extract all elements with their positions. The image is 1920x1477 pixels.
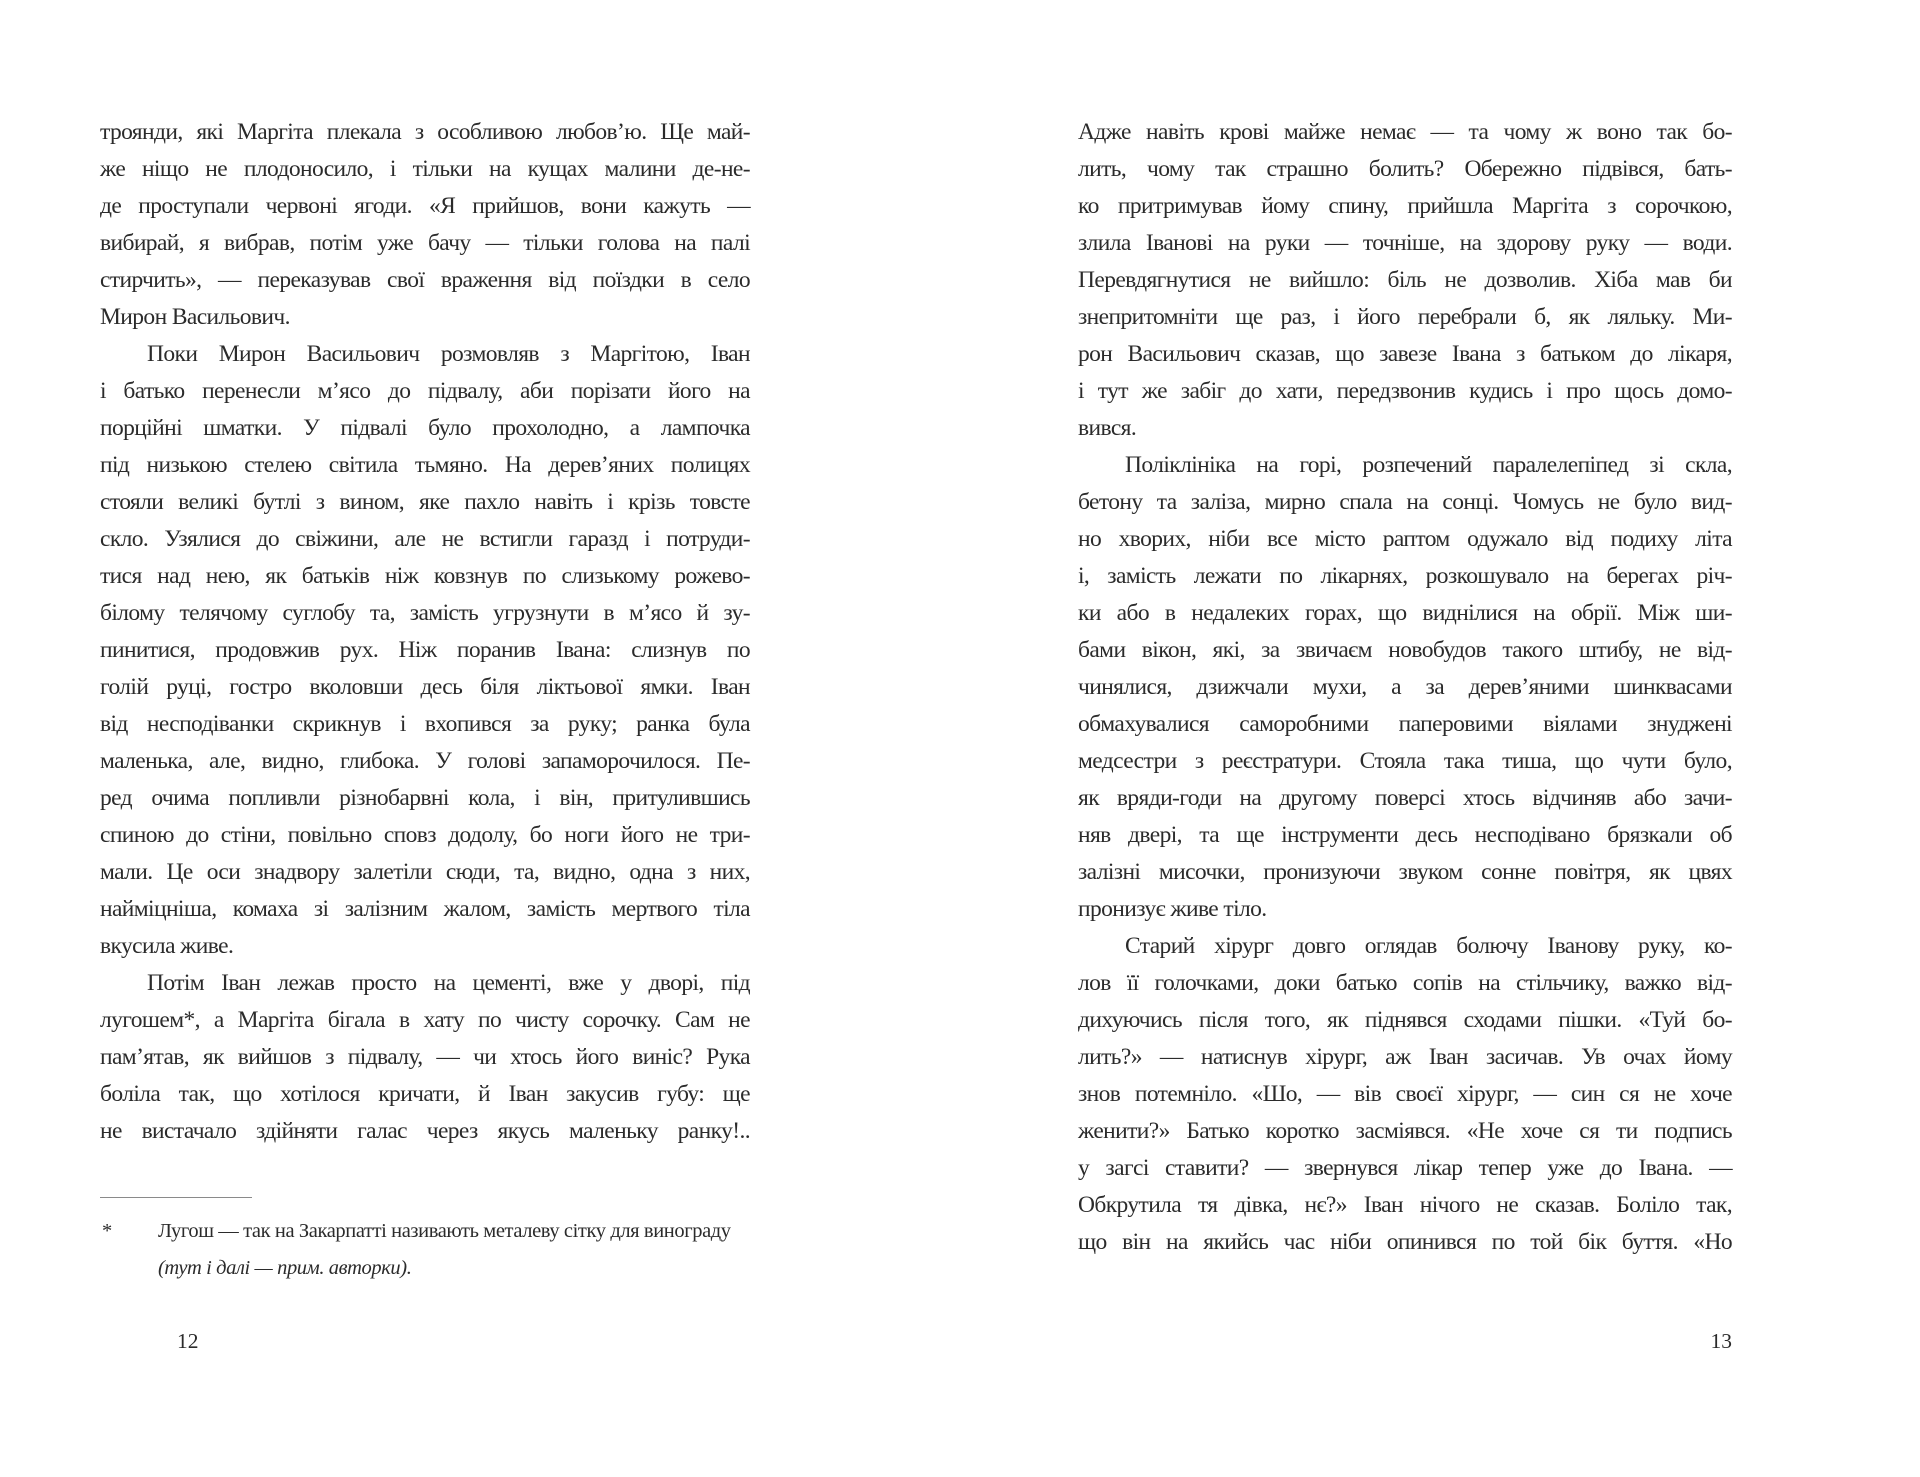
text-line: няв двері, та ще інструменти десь несподівано брязкали об (1078, 822, 1732, 848)
text-line: Поліклініка на горі, розпечений паралелепіпед зі скла, (1125, 452, 1732, 478)
text-line: залізні мисочки, пронизуючи звуком сонне повітря, як цвях (1078, 859, 1732, 885)
text-line: ко притримував йому спину, прийшла Маргіта з сорочкою, (1078, 193, 1732, 219)
text-line: Потім Іван лежав просто на цементі, вже у дворі, під (147, 970, 750, 996)
text-line: лить?» — натиснув хірург, аж Іван засичав. Ув очах йому (1078, 1044, 1732, 1070)
text-line: Мирон Васильович. (100, 304, 290, 330)
footnote (100, 1213, 750, 1287)
text-line: білому телячому суглобу та, замість угрузнути в м’ясо й зу- (100, 600, 750, 626)
text-line: знепритомніти ще раз, і його перебрали б, як ляльку. Ми- (1078, 304, 1732, 330)
text-line: тися над нею, як батьків ніж ковзнув по слизькому рожево- (100, 563, 750, 589)
footnote-line: Лугош — так на Закарпатті називають металеву сітку для винограду (158, 1220, 731, 1242)
text-line: найміцніша, комаха зі залізним жалом, замість мертвого тіла (100, 896, 750, 922)
text-line: спиною до стіни, повільно сповз додолу, бо ноги його не три- (100, 822, 750, 848)
text-line: ред очима попливли різнобарвні кола, і він, притулившись (100, 785, 750, 811)
text-line: обмахувалися саморобними паперовими віялами знуджені (1078, 711, 1732, 737)
text-line: Перевдягнутися не вийшло: біль не дозволив. Хіба мав би (1078, 267, 1732, 293)
footnote-line: (тут і далі — прим. авторки). (158, 1257, 412, 1279)
text-line: рон Васильович сказав, що завезе Івана з батьком до лікаря, (1078, 341, 1732, 367)
text-line: дихуючись після того, як піднявся сходами пішки. «Туй бо- (1078, 1007, 1732, 1033)
text-line: Старий хірург довго оглядав болючу Іванову руку, ко- (1125, 933, 1732, 959)
text-line: пинитися, продовжив рух. Ніж поранив Івана: слизнув по (100, 637, 750, 663)
text-line: лить, чому так страшно болить? Обережно підвівся, бать- (1078, 156, 1732, 182)
text-line: медсестри з реєстратури. Стояла така тиша, що чути було, (1078, 748, 1732, 774)
text-line: скло. Узялися до свіжини, але не встигли гаразд і потруди- (100, 526, 750, 552)
text-line: від несподіванки скрикнув і вхопився за руку; ранка була (100, 711, 750, 737)
page-left-body-text (100, 114, 750, 1150)
footnote-marker: * (102, 1220, 113, 1242)
text-line: но хворих, ніби все місто раптом одужало від подиху літа (1078, 526, 1732, 552)
page-number-right: 13 (1710, 1329, 1732, 1353)
text-line: вкусила живе. (100, 933, 234, 959)
text-line: маленька, але, видно, глибока. У голові запаморочилося. Пе- (100, 748, 750, 774)
text-line: ки або в недалеких горах, що виднілися на обрії. Між ши- (1078, 600, 1732, 626)
text-line: під низькою стелею світила тьмяно. На дерев’яних полицях (100, 452, 750, 478)
footnote-divider (100, 1197, 252, 1198)
text-line: вибирай, я вибрав, потім уже бачу — тільки голова на палі (100, 230, 750, 256)
text-line: Обкрутила тя дівка, нє?» Іван нічого не сказав. Боліло так, (1078, 1192, 1732, 1218)
text-line: не вистачало здійняти галас через якусь маленьку ранку!.. (100, 1118, 750, 1144)
text-line: женити?» Батько коротко засміявся. «Не хоче ся ти подпись (1078, 1118, 1732, 1144)
text-line: злила Іванові на руки — точніше, на здорову руку — води. (1078, 230, 1732, 256)
text-line: мали. Це оси знадвору залетіли сюди, та, видно, одна з них, (100, 859, 750, 885)
text-line: вився. (1078, 415, 1137, 441)
text-line: пронизує живе тіло. (1078, 896, 1267, 922)
text-line: знов потемніло. «Шо, — вів своєї хірург, — син ся не хоче (1078, 1081, 1732, 1107)
text-line: і тут же забіг до хати, передзвонив кудись і про щось домо- (1078, 378, 1732, 404)
text-line: чинялися, дзижчали мухи, а за дерев’яними шинквасами (1078, 674, 1732, 700)
text-line: троянди, які Маргіта плекала з особливою любов’ю. Ще май- (100, 119, 750, 145)
text-line: і батько перенесли м’ясо до підвалу, аби порізати його на (100, 378, 750, 404)
page-number-left: 12 (177, 1329, 199, 1353)
text-line: і, замість лежати по лікарнях, розкошувало на берегах річ- (1078, 563, 1732, 589)
text-line: як вряди-годи на другому поверсі хтось відчиняв або зачи- (1078, 785, 1732, 811)
page-right-body-text (1078, 114, 1732, 1261)
text-line: бами вікон, які, за звичаєм новобудов такого штибу, не від- (1078, 637, 1732, 663)
text-line: у загсі ставити? — звернувся лікар тепер уже до Івана. — (1078, 1155, 1732, 1181)
text-line: бетону та заліза, мирно спала на сонці. Чомусь не було вид- (1078, 489, 1732, 515)
text-line: Адже навіть крові майже немає — та чому ж воно так бо- (1078, 119, 1732, 145)
text-line: що він на якийсь час ніби опинився по той бік буття. «Но (1078, 1229, 1732, 1255)
text-line: де проступали червоні ягоди. «Я прийшов, вони кажуть — (100, 193, 750, 219)
text-line: Поки Мирон Васильович розмовляв з Маргітою, Іван (147, 341, 750, 367)
text-line: пам’ятав, як вийшов з підвалу, — чи хтось його виніс? Рука (100, 1044, 750, 1070)
text-line: голій руці, гостро вколовши десь біля ліктьової ямки. Іван (100, 674, 750, 700)
footnote-text (158, 1213, 750, 1287)
text-line: лов її голочками, доки батько сопів на стільчику, важко від- (1078, 970, 1732, 996)
text-line: боліла так, що хотілося кричати, й Іван закусив губу: ще (100, 1081, 750, 1107)
text-line: стояли великі бутлі з вином, яке пахло навіть і крізь товсте (100, 489, 750, 515)
text-line: стирчить», — переказував свої враження від поїздки в село (100, 267, 750, 293)
text-line: лугошем*, а Маргіта бігала в хату по чисту сорочку. Сам не (100, 1007, 750, 1033)
text-line: же ніщо не плодоносило, і тільки на кущах малини де-не- (100, 156, 750, 182)
text-line: порційні шматки. У підвалі було прохолодно, а лампочка (100, 415, 750, 441)
